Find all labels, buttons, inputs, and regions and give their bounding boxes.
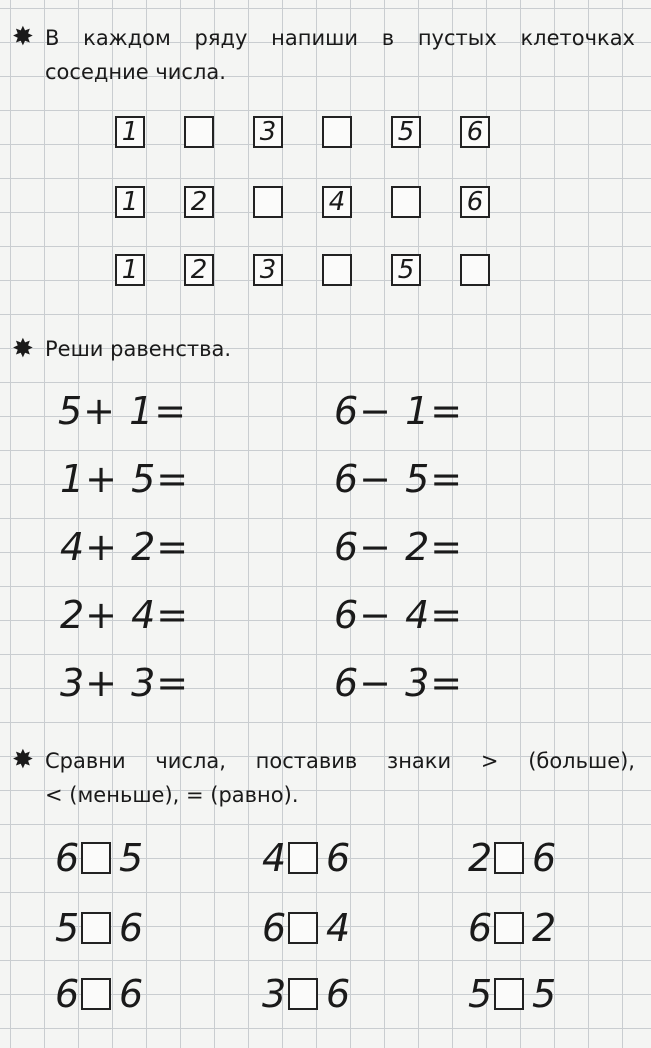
number-cell: 6 [460, 186, 490, 218]
comparison-item [55, 906, 155, 950]
task3-instruction-line2: < (меньше), = (равно). [45, 783, 299, 807]
compare-right-number: 4 [326, 906, 351, 950]
compare-right-number: 6 [326, 972, 351, 1016]
number-cell: 5 [391, 254, 421, 286]
compare-left-number: 5 [55, 906, 80, 950]
number-cell: 6 [460, 116, 490, 148]
comparison-sign-box[interactable] [288, 912, 318, 944]
compare-right-number: 6 [119, 972, 144, 1016]
compare-left-number: 6 [55, 972, 80, 1016]
number-cell: 1 [115, 254, 145, 286]
compare-left-number: 4 [262, 836, 287, 880]
empty-number-cell[interactable] [184, 116, 214, 148]
equation[interactable]: 6− 3= [334, 661, 464, 705]
compare-right-number: 6 [326, 836, 351, 880]
empty-number-cell[interactable] [460, 254, 490, 286]
compare-left-number: 6 [262, 906, 287, 950]
comparison-sign-box[interactable] [494, 912, 524, 944]
equation[interactable]: 3+ 3= [60, 661, 190, 705]
task2-title: Реши равенства. [45, 337, 232, 361]
number-cell: 2 [184, 254, 214, 286]
equation[interactable]: 1+ 5= [60, 457, 190, 501]
comparison-item [262, 836, 362, 880]
comparison-item [262, 906, 362, 950]
comparison-sign-box[interactable] [288, 978, 318, 1010]
star-bullet-icon: ✸ [12, 745, 34, 775]
comparison-item [262, 972, 362, 1016]
comparison-item [468, 972, 568, 1016]
comparison-sign-box[interactable] [81, 978, 111, 1010]
equation[interactable]: 2+ 4= [60, 593, 190, 637]
compare-right-number: 5 [532, 972, 557, 1016]
task3-instruction-line1: Сравни числа, поставив знаки > (больше), [45, 749, 635, 773]
comparison-sign-box[interactable] [494, 842, 524, 874]
empty-number-cell[interactable] [391, 186, 421, 218]
empty-number-cell[interactable] [322, 116, 352, 148]
task1-instruction-line2: соседние числа. [45, 60, 226, 84]
empty-number-cell[interactable] [253, 186, 283, 218]
equation[interactable]: 6− 1= [334, 389, 464, 433]
equation[interactable]: 6− 4= [334, 593, 464, 637]
star-bullet-icon: ✸ [12, 22, 34, 52]
number-cell: 1 [115, 186, 145, 218]
equation[interactable]: 6− 5= [334, 457, 464, 501]
comparison-item [55, 836, 155, 880]
equation[interactable]: 6− 2= [334, 525, 464, 569]
number-cell: 2 [184, 186, 214, 218]
compare-left-number: 6 [468, 906, 493, 950]
compare-left-number: 6 [55, 836, 80, 880]
compare-left-number: 2 [468, 836, 493, 880]
number-cell: 3 [253, 116, 283, 148]
comparison-item [55, 972, 155, 1016]
compare-right-number: 6 [532, 836, 557, 880]
empty-number-cell[interactable] [322, 254, 352, 286]
comparison-item [468, 906, 568, 950]
equation[interactable]: 5+ 1= [58, 389, 188, 433]
comparison-sign-box[interactable] [494, 978, 524, 1010]
comparison-item [468, 836, 568, 880]
comparison-sign-box[interactable] [81, 842, 111, 874]
compare-right-number: 5 [119, 836, 144, 880]
comparison-sign-box[interactable] [81, 912, 111, 944]
star-bullet-icon: ✸ [12, 334, 34, 364]
compare-left-number: 3 [262, 972, 287, 1016]
compare-right-number: 2 [532, 906, 557, 950]
number-cell: 4 [322, 186, 352, 218]
compare-right-number: 6 [119, 906, 144, 950]
number-cell: 5 [391, 116, 421, 148]
comparison-sign-box[interactable] [288, 842, 318, 874]
task1-instruction-line1: В каждом ряду напиши в пустых клеточках [45, 26, 635, 50]
equation[interactable]: 4+ 2= [60, 525, 190, 569]
number-cell: 1 [115, 116, 145, 148]
number-cell: 3 [253, 254, 283, 286]
compare-left-number: 5 [468, 972, 493, 1016]
